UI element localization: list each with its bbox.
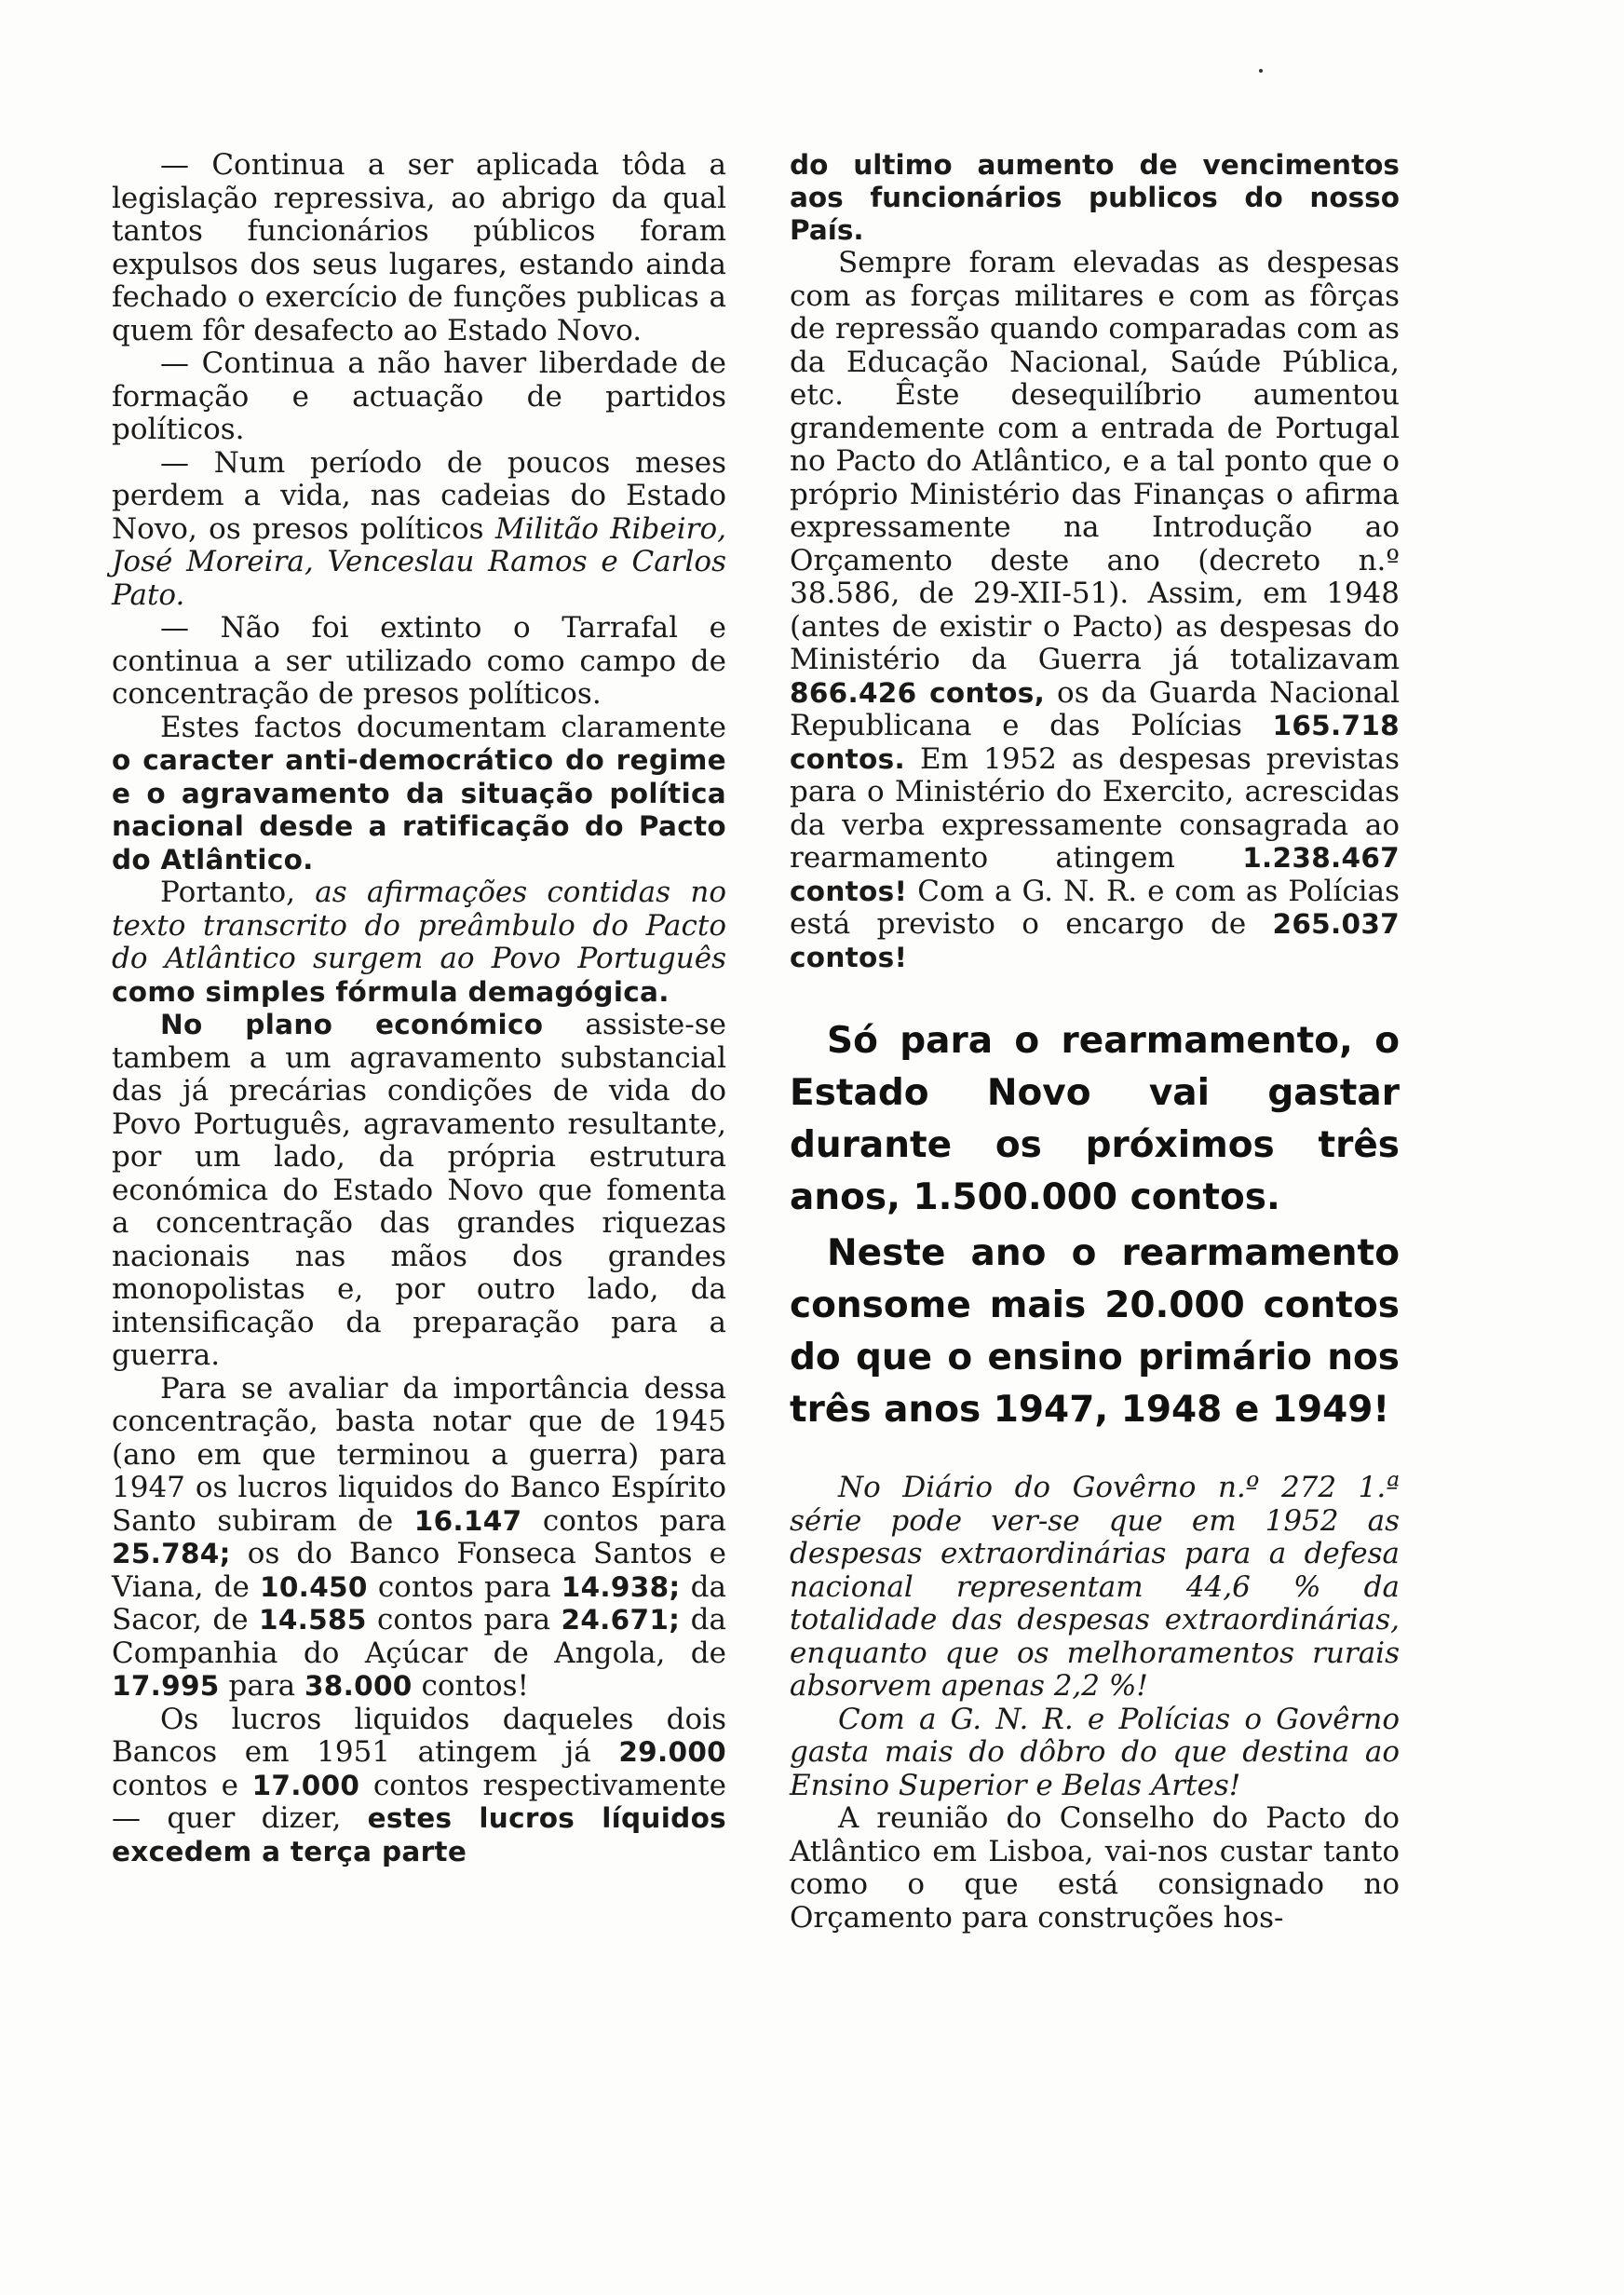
demagogic-bold: como simples fórmula demagógica. [112, 975, 670, 1008]
expense-figure: 866.426 contos, [790, 676, 1046, 709]
paragraph-continuation-lead: do ultimo aumento de vencimentos aos funcionários publicos do nosso País. [790, 149, 1400, 246]
bank-profits-text: Para se avaliar da importância dessa concentração, basta notar que de 1945 (ano em que terminou a guerra) para 1947 os lucros liquidos do Banco Espírito Santo subiram de [112, 1371, 726, 1538]
paragraph-military-expenses [790, 247, 1400, 974]
bank-profits-text: contos para [367, 1569, 562, 1604]
paragraph-repressive-legislation: — Continua a ser aplicada tôda a legislação repressiva, ao abrigo da qual tantos funcionários públicos foram expulsos dos seus lugares, estando ainda fechado o exercício de funções publicas a quem fôr desafecto ao Estado Novo. [112, 148, 726, 347]
paragraph-economic-plan [112, 1009, 726, 1373]
paragraph-demagogic [112, 876, 726, 1009]
expense-figure: 1.238.467 contos! [790, 842, 1400, 907]
right-column [790, 149, 1400, 1935]
bank-profits-text: contos! [412, 1669, 529, 1703]
headline-rearmament: Só para o rearmamento, o Estado Novo vai gastar durante os próximos três anos, 1.500.000 contos. [790, 1020, 1400, 1218]
demagogic-italic: as afirmações contidas no texto transcrito do preâmbulo do Pacto do Atlântico surgem ao Povo Português [112, 876, 726, 975]
expense-figure: 265.037 contos! [790, 908, 1400, 973]
prisoner-names: Militão Ribeiro, José Moreira, Venceslau Ramos e Carlos Pato. [112, 511, 726, 612]
paragraph-lisbon-meeting: A reunião do Conselho do Pacto do Atlântico em Lisboa, vai-nos custar tanto como o que está consignado no Orçamento para construções hos- [790, 1801, 1400, 1935]
paragraph-political-parties: — Continua a não haver liberdade de formação e actuação de partidos políticos. [112, 346, 726, 446]
bank-profits-text: contos para [521, 1503, 727, 1538]
expenses-text: Em 1952 as despesas previstas para o Ministério do Exercito, acrescidas da verba expressamente consagrada ao rearmamento atingem [790, 741, 1400, 875]
bank-profits-text: para [219, 1669, 304, 1703]
profit-figure: 16.147 [413, 1504, 522, 1537]
net-profits-text: contos respectivamente — quer dizer, [112, 1768, 727, 1835]
paragraph-tarrafal: — Não foi extinto o Tarrafal e continua a ser utilizado como campo de concentração de presos políticos. [112, 611, 726, 711]
paragraph-bank-profits [112, 1373, 726, 1704]
demagogic-text: Portanto, [160, 876, 316, 909]
headline-primary-education: Neste ano o rearmamento consome mais 20.000 contos do que o ensino primário nos três anos 1947, 1948 e 1949! [790, 1232, 1400, 1431]
note-gnr-police: Com a G. N. R. e Polícias o Govêrno gasta mais do dôbro do que destina ao Ensino Superior e Belas Artes! [790, 1702, 1400, 1802]
bank-profits-text: da Companhia do Açúcar de Angola, de [112, 1603, 726, 1670]
paragraph-political-prisoners [112, 447, 726, 613]
left-column [112, 149, 726, 1868]
net-profits-bold: estes lucros líquidos excedem a terça parte [112, 1802, 726, 1867]
headline-block [790, 1015, 1400, 1436]
profit-figure: 29.000 [618, 1736, 726, 1768]
prisoners-text: — Num período de poucos meses perdem a vida, nas cadeias do Estado Novo, os presos políticos [112, 445, 726, 546]
economic-plan-text: assiste-se tambem a um agravamento substancial das já precárias condições de vida do Povo Português, agravamento resultante, por um lado, da própria estrutura económica do Estado Novo que fomenta a concentração das grandes riquezas nacionais nas mãos dos grandes monopolistas e, por outro lado, da intensificação da preparação para a guerra. [112, 1008, 727, 1372]
bank-profits-text: os do Banco Fonseca Santos e Viana, de [112, 1537, 726, 1604]
facts-text: Estes factos documentam claramente [160, 710, 726, 744]
profit-figure: 14.585 [259, 1604, 367, 1636]
bank-profits-text: da Sacor, de [112, 1569, 726, 1636]
profit-figure: 17.995 [112, 1670, 220, 1702]
net-profits-text: contos e [112, 1768, 252, 1802]
expense-figure: 165.718 contos. [790, 710, 1400, 775]
expenses-text: Com a G. N. R. e com as Polícias está previsto o encargo de [790, 874, 1400, 941]
paragraph-net-profits [112, 1704, 726, 1869]
profit-figure: 25.784; [112, 1538, 231, 1569]
note-diario-governo: No Diário do Govêrno n.º 272 1.ª série pode ver-se que em 1952 as despesas extraordinárias para a defesa nacional representam 44,6 % da totalidade das despesas extraordinárias, enquanto que os melhoramentos rurais absorvem apenas 2,2 %! [790, 1471, 1400, 1703]
profit-figure: 14.938; [561, 1570, 681, 1603]
expenses-text: os da Guarda Nacional Republicana e das Polícias [790, 675, 1400, 742]
print-speck [1259, 69, 1263, 73]
paragraph-facts [112, 712, 726, 877]
economic-plan-bold: No plano económico [160, 1009, 544, 1040]
profit-figure: 38.000 [304, 1670, 413, 1702]
net-profits-text: Os lucros liquidos daqueles dois Bancos em 1951 atingem já [112, 1702, 726, 1769]
bank-profits-text: contos para [366, 1603, 562, 1636]
expenses-text: Sempre foram elevadas as despesas com as forças militares e com as fôrças de repressão quando comparadas com as da Educação Nacional, Saúde Pública, etc. Êste desequilíbrio aumentou grandemente com a entrada de Portugal no Pacto do Atlântico, e a tal ponto que o próprio Ministério das Finanças o afirma expressamente na Introdução ao Orçamento deste ano (decreto n.º 38.586, de 29-XII-51). Assim, em 1948 (antes de existir o Pacto) as despesas do Ministério da Guerra já totalizavam [790, 246, 1400, 676]
profit-figure: 24.671; [561, 1604, 681, 1636]
facts-bold: o caracter anti-democrático do regime e o agravamento da situação política nacional desde a ratificação do Pacto do Atlântico. [112, 744, 726, 876]
profit-figure: 10.450 [260, 1570, 368, 1603]
profit-figure: 17.000 [251, 1769, 360, 1801]
